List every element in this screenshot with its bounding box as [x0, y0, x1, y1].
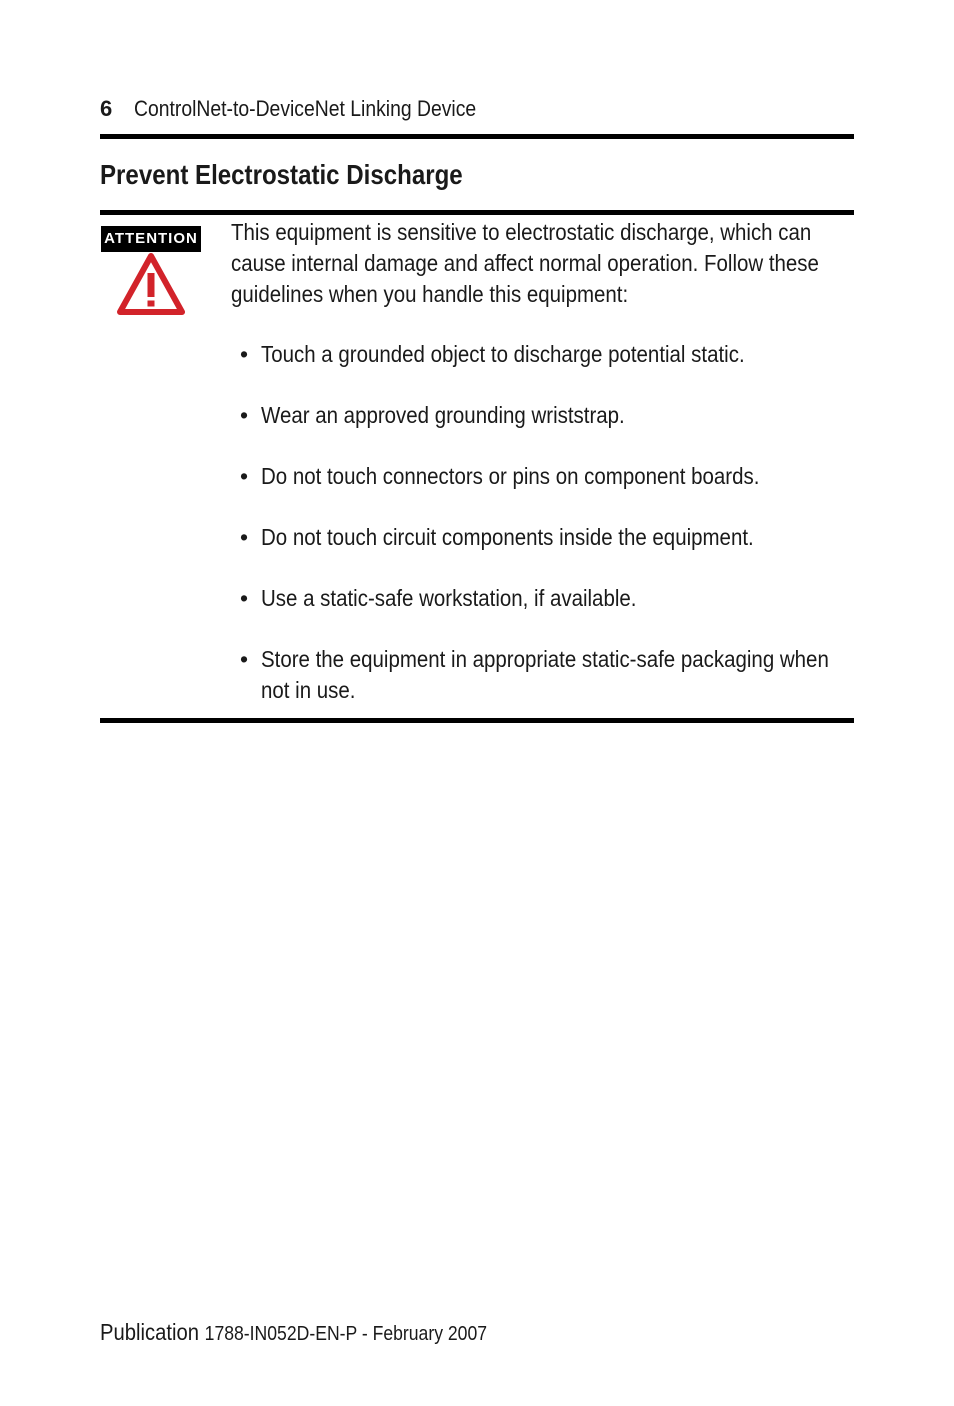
section-title: Prevent Electrostatic Discharge [100, 159, 463, 190]
list-item: • Touch a grounded object to discharge potential static. [240, 339, 860, 370]
header-rule [100, 134, 854, 139]
bullet-icon: • [240, 524, 249, 550]
list-item: • Wear an approved grounding wriststrap. [240, 400, 860, 431]
publication-id: 1788-IN052D-EN-P - February 2007 [204, 1323, 488, 1345]
warning-triangle-icon [117, 253, 185, 315]
bullet-icon: • [240, 341, 249, 367]
list-item: • Do not touch connectors or pins on component boards. [240, 461, 860, 492]
list-item: • Store the equipment in appropriate static-safe packaging when not in use. [240, 646, 829, 703]
guideline-list [240, 339, 860, 736]
bullet-icon: • [240, 646, 249, 672]
bullet-icon: • [240, 402, 249, 428]
attention-intro: This equipment is sensitive to electrostatic discharge, which can cause internal damage and affect normal operation. Follow these guidelines when you handle this equipment: [231, 219, 819, 307]
attention-bottom-rule [100, 718, 854, 723]
footer [100, 1316, 487, 1350]
document-title: ControlNet-to-DeviceNet Linking Device [134, 96, 477, 121]
page-number: 6 [100, 96, 113, 121]
bullet-icon: • [240, 463, 249, 489]
attention-badge: ATTENTION [101, 226, 201, 252]
attention-top-rule [100, 210, 854, 215]
bullet-icon: • [240, 585, 249, 611]
list-item: • Use a static-safe workstation, if available. [240, 583, 860, 614]
footer-label: Publication [100, 1319, 200, 1345]
list-item: • Do not touch circuit components inside the equipment. [240, 522, 860, 553]
attention-message [231, 217, 851, 310]
running-header [100, 94, 854, 124]
